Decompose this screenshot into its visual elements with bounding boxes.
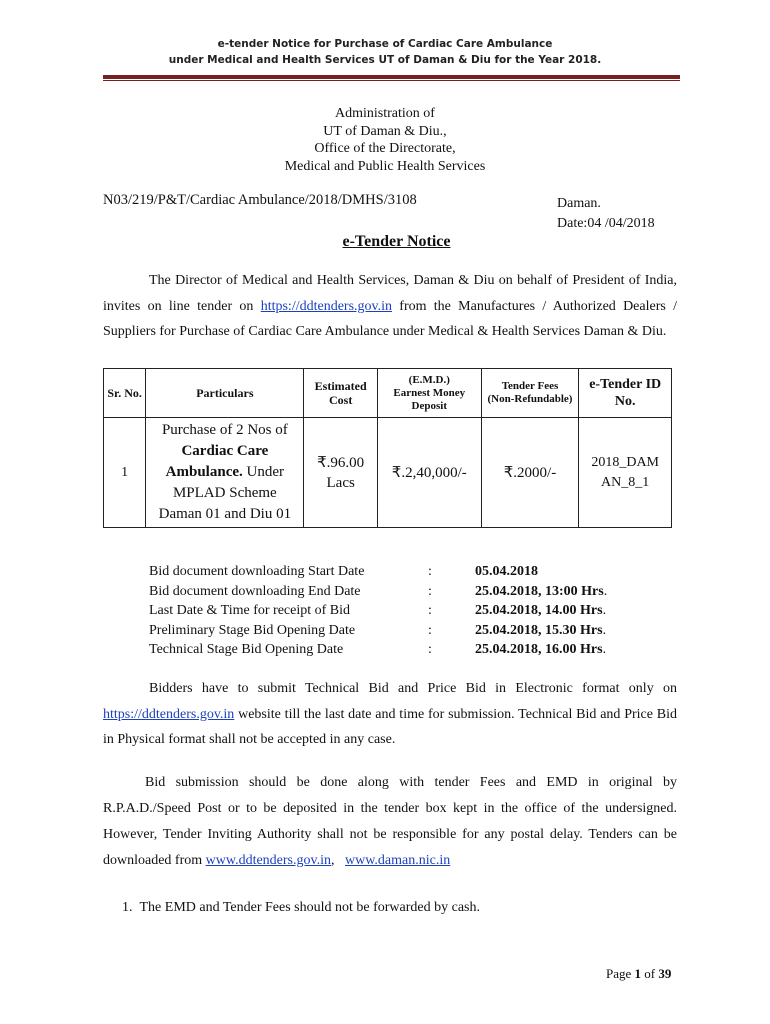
cell-sr-no: 1	[104, 418, 146, 528]
header-sr-no: Sr. No.	[104, 369, 146, 418]
header-line-2: under Medical and Health Services UT of Daman & Diu for the Year 2018.	[168, 54, 602, 66]
ddtenders-www-link[interactable]: www.ddtenders.gov.in	[205, 853, 331, 868]
header-fees-line-1: Tender Fees	[501, 380, 559, 392]
page-total: 39	[658, 966, 672, 981]
place-date-block	[557, 194, 655, 234]
schedule-row	[149, 623, 649, 643]
header-emd-line-1: (E.M.D.)	[408, 373, 450, 386]
admin-line-3: Office of the Directorate,	[314, 141, 456, 156]
daman-nic-link[interactable]: www.daman.nic.in	[345, 853, 451, 868]
bid-schedule	[149, 564, 649, 662]
schedule-label: Bid document downloading Start Date	[149, 564, 365, 579]
intro-text-after: from the Manufactures / Authorized Dealers / Suppliers for Purchase of Cardiac Care Ambulance under Medical & Health Services Daman & Diu.	[103, 298, 677, 339]
particulars-pre: Purchase of 2 Nos of	[161, 422, 288, 438]
header-tender-fees	[481, 369, 579, 418]
administration-block	[0, 105, 770, 175]
ddtenders-link[interactable]: https://ddtenders.gov.in	[103, 706, 235, 722]
cell-estimated-cost: ₹.96.00 Lacs	[304, 418, 378, 528]
schedule-separator: :	[428, 583, 432, 599]
notice-title: e-Tender Notice	[342, 233, 451, 250]
header-etender-id: e-Tender ID No.	[579, 369, 672, 418]
of-word: of	[644, 966, 656, 981]
schedule-separator: :	[428, 622, 432, 638]
table-header-row	[104, 369, 672, 418]
document-header	[0, 36, 770, 68]
admin-line-4: Medical and Public Health Services	[284, 158, 486, 174]
schedule-value: 25.04.2018, 16.00 Hrs.	[475, 642, 607, 657]
intro-paragraph	[103, 268, 677, 345]
header-particulars: Particulars	[146, 369, 304, 418]
header-emd-line-2: Earnest Money Deposit	[393, 386, 466, 412]
schedule-label: Bid document downloading End Date	[149, 583, 361, 599]
schedule-label: Last Date & Time for receipt of Bid	[149, 603, 351, 618]
bidders-paragraph	[103, 676, 677, 753]
admin-line-1: Administration of	[335, 106, 435, 121]
schedule-value: 25.04.2018, 14.00 Hrs.	[475, 603, 607, 618]
cell-etender-id: 2018_DAMAN_8_1	[579, 418, 672, 528]
schedule-row	[149, 642, 649, 662]
schedule-separator: :	[428, 603, 432, 618]
schedule-label: Technical Stage Bid Opening Date	[149, 642, 344, 657]
place: Daman.	[557, 196, 601, 211]
submission-text: Bid submission should be done along with tender Fees and EMD in original by R.P.A.D./Speed Post or to be deposited in the tender box kept in the office of the undersigned. However, Tender Inviting Authority shall not be responsible for any postal delay. Tenders can be downloaded from	[103, 775, 677, 868]
page-footer	[606, 966, 671, 982]
header-rule	[103, 75, 680, 79]
schedule-separator: :	[428, 564, 432, 579]
schedule-row	[149, 603, 649, 623]
tender-table	[103, 368, 672, 528]
admin-line-2: UT of Daman & Diu.,	[323, 123, 447, 139]
schedule-value: 05.04.2018	[475, 564, 538, 579]
schedule-row	[149, 564, 649, 584]
list-text: The EMD and Tender Fees should not be forwarded by cash.	[139, 900, 481, 915]
notice-date: Date:04 /04/2018	[557, 216, 655, 231]
particulars-bold: Cardiac Care Ambulance.	[165, 443, 269, 480]
cell-tender-fees: ₹.2000/-	[481, 418, 579, 528]
ddtenders-link[interactable]: https://ddtenders.gov.in	[260, 298, 393, 314]
bidders-text-after: website till the last date and time for submission. Technical Bid and Price Bid in Physical format shall not be accepted in any case.	[103, 706, 677, 747]
cell-emd: ₹.2,40,000/-	[377, 418, 481, 528]
schedule-label: Preliminary Stage Bid Opening Date	[149, 622, 356, 638]
particulars-post: Under MPLAD Scheme Daman 01 and Diu 01	[158, 464, 292, 522]
schedule-row	[149, 584, 649, 604]
schedule-value: 25.04.2018, 15.30 Hrs.	[475, 622, 607, 638]
page-word: Page	[606, 966, 632, 981]
reference-number: N03/219/P&T/Cardiac Ambulance/2018/DMHS/3108	[103, 192, 417, 208]
header-rule-thin	[103, 80, 680, 81]
list-number: 1.	[122, 900, 133, 915]
submission-paragraph	[103, 770, 677, 874]
intro-text-before: The Director of Medical and Health Services, Daman & Diu on behalf of President of India, invites on line tender on	[103, 273, 677, 314]
header-estimated-cost: Estimated Cost	[304, 369, 378, 418]
header-fees-line-2: (Non-Refundable)	[487, 393, 573, 405]
cell-particulars	[146, 418, 304, 528]
link-separator: ,	[331, 853, 345, 868]
header-emd	[377, 369, 481, 418]
bidders-text-before: Bidders have to submit Technical Bid and Price Bid in Electronic format only on	[149, 681, 677, 696]
schedule-value: 25.04.2018, 13:00 Hrs.	[475, 583, 608, 599]
table-row	[104, 418, 672, 528]
page-number: 1	[634, 966, 642, 981]
header-line-1: e-tender Notice for Purchase of Cardiac Care Ambulance	[217, 38, 553, 50]
list-item	[122, 900, 480, 916]
schedule-separator: :	[428, 642, 432, 657]
